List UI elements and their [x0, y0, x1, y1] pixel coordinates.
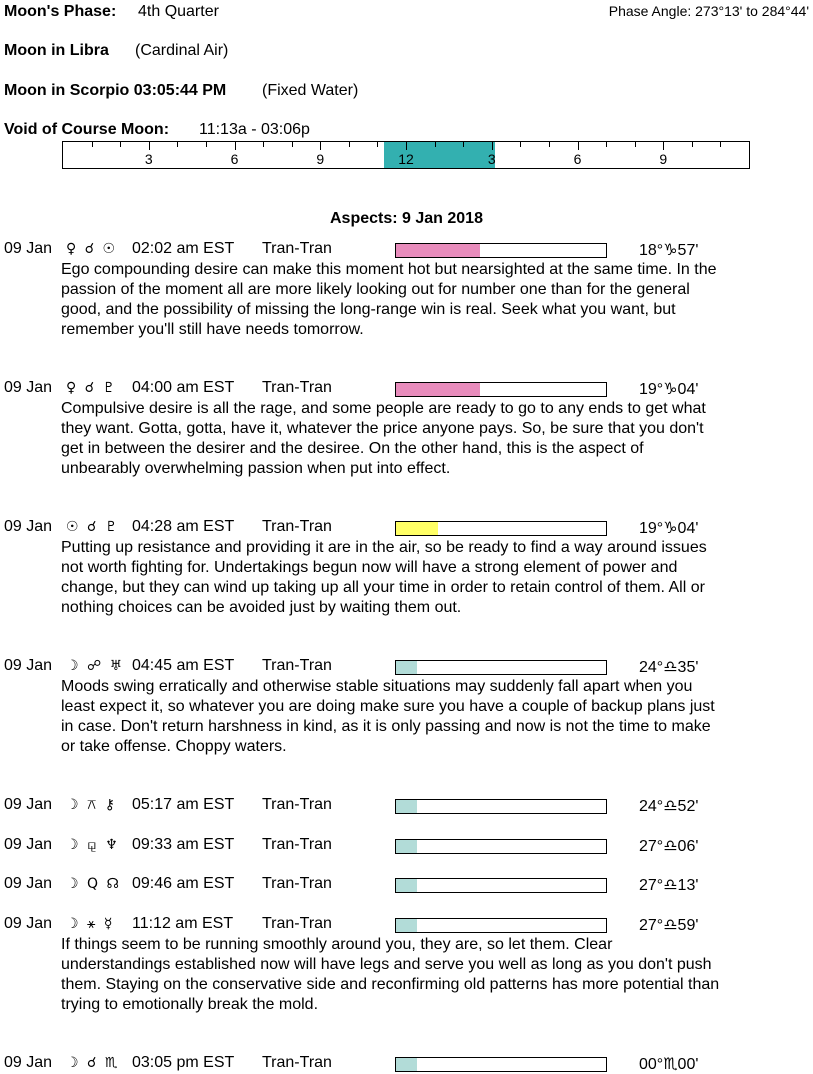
- timeline-hour-label: 9: [659, 151, 668, 167]
- moon-sign-label: Moon in Libra: [4, 42, 109, 59]
- aspect-time: 04:00 am EST: [132, 379, 235, 396]
- aspect-type: Tran-Tran: [262, 1053, 332, 1071]
- aspect-strength-bar: [395, 521, 607, 536]
- aspect-description-line: Putting up resistance and providing it are in the air, so be ready to find a way around issues: [61, 539, 707, 556]
- aspect-degree: 24°♎35': [639, 659, 699, 676]
- timeline-tick: [177, 142, 178, 147]
- aspect-type: Tran-Tran: [262, 379, 332, 396]
- aspect-description-line: Compulsive desire is all the rage, and some people are ready to go to any ends to get what: [61, 400, 706, 417]
- aspect-degree: 27°♎59': [639, 916, 699, 934]
- aspect-strength-bar: [395, 918, 607, 933]
- aspect-description-line: least expect it, so whatever you are doing make sure you have a couple of backup plans just: [61, 698, 715, 715]
- aspect-degree: 27°♎13': [639, 877, 699, 894]
- aspect-degree: 19°♑04': [639, 381, 699, 398]
- aspect-description: [61, 677, 801, 757]
- aspect-strength-bar: [395, 839, 607, 854]
- aspect-symbols-icon: ☉ ☌ ♇: [66, 519, 120, 535]
- timeline-tick: [292, 142, 293, 147]
- aspect-symbols-icon: ☽ ⚻ ⚷: [66, 797, 118, 813]
- aspect-description-line: them. Staying on the conservative side and reconfirming old patterns has more potential than: [61, 975, 720, 993]
- timeline-tick: [435, 142, 436, 147]
- aspect-strength-fill: [396, 244, 480, 257]
- timeline-tick: [549, 142, 550, 147]
- aspect-strength-bar: [395, 382, 607, 397]
- timeline-tick: [263, 142, 264, 147]
- aspect-strength-fill: [396, 522, 438, 535]
- timeline-tick: [463, 142, 464, 147]
- aspect-date: 09 Jan: [4, 875, 53, 892]
- timeline-tick: [635, 142, 636, 147]
- aspect-strength-fill: [396, 800, 417, 813]
- timeline-tick: [578, 142, 579, 150]
- aspect-strength-fill: [396, 661, 417, 674]
- aspect-strength-bar: [395, 660, 607, 675]
- aspect-description-line: remember you'll still have needs tomorrow.: [61, 321, 364, 338]
- timeline-tick: [377, 142, 378, 147]
- moon-phase-label: Moon's Phase:: [4, 3, 117, 20]
- aspect-type: Tran-Tran: [262, 914, 332, 932]
- aspect-symbols-icon: ♀ ☌ ☉: [66, 241, 118, 257]
- timeline-tick: [692, 142, 693, 147]
- timeline-tick: [349, 142, 350, 147]
- aspect-date: 09 Jan: [4, 796, 53, 813]
- timeline-tick: [720, 142, 721, 147]
- timeline-tick: [406, 142, 407, 150]
- timeline-tick: [606, 142, 607, 147]
- aspect-description: [61, 935, 801, 1015]
- aspect-symbols-icon: ☽ ⚼ ♆: [66, 836, 120, 853]
- aspect-degree: 24°♎52': [639, 798, 699, 815]
- aspect-type: Tran-Tran: [262, 835, 332, 853]
- aspect-description-line: change, but they can wind up taking up all your time in order to retain control of them. All or: [61, 579, 705, 596]
- aspect-description-line: they want. Gotta, gotta, have it, whatever the price anyone pays. So, be sure that you don't: [61, 420, 704, 437]
- aspect-description-line: get in between the desirer and the desiree. On the other hand, this is the aspect of: [61, 440, 644, 457]
- aspect-description-line: not worth fighting for. Undertakings begun now will have a strong element of power and: [61, 559, 678, 576]
- timeline-tick: [492, 142, 493, 150]
- timeline-hour-label: 9: [316, 151, 325, 167]
- aspect-type: Tran-Tran: [262, 796, 332, 813]
- aspect-description-line: unbearably overwhelming passion when put into effect.: [61, 460, 451, 477]
- moon-sign-element: (Cardinal Air): [135, 42, 229, 59]
- aspect-description: [61, 538, 801, 618]
- timeline-tick: [92, 142, 93, 147]
- aspect-description-line: trying to emotionally break the mold.: [61, 995, 319, 1013]
- aspect-strength-bar: [395, 799, 607, 814]
- aspect-type: Tran-Tran: [262, 240, 332, 257]
- aspects-title: Aspects: 9 Jan 2018: [330, 210, 483, 227]
- aspect-time: 09:46 am EST: [132, 875, 235, 892]
- aspect-degree: 18°♑57': [639, 242, 699, 259]
- timeline-tick: [149, 142, 150, 150]
- aspect-time: 04:45 am EST: [132, 657, 235, 674]
- aspect-strength-fill: [396, 383, 480, 396]
- timeline-hour-label: 3: [144, 151, 153, 167]
- timeline-hour-label: 12: [398, 151, 414, 167]
- aspect-symbols-icon: ♀ ☌ ♇: [66, 380, 118, 396]
- voc-time-range: 11:13a - 03:06p: [199, 121, 310, 138]
- aspect-date: 09 Jan: [4, 835, 53, 853]
- timeline-tick: [235, 142, 236, 150]
- timeline-tick: [206, 142, 207, 147]
- phase-angle: Phase Angle: 273°13' to 284°44': [608, 3, 809, 19]
- moon-phase-value: 4th Quarter: [138, 3, 219, 20]
- aspect-date: 09 Jan: [4, 379, 53, 396]
- aspect-date: 09 Jan: [4, 240, 53, 257]
- aspect-date: 09 Jan: [4, 914, 53, 932]
- aspect-date: 09 Jan: [4, 518, 53, 535]
- aspect-strength-fill: [396, 919, 417, 932]
- voc-timeline: [62, 141, 750, 169]
- timeline-tick: [663, 142, 664, 150]
- aspect-description-line: If things seem to be running smoothly around you, they are, so let them. Clear: [61, 935, 613, 953]
- aspect-time: 03:05 pm EST: [132, 1053, 235, 1071]
- aspect-date: 09 Jan: [4, 657, 53, 674]
- aspect-description: [61, 399, 801, 479]
- aspect-description-line: nothing choices can be avoided just by waiting them out.: [61, 599, 462, 616]
- aspect-description-line: or take offense. Choppy waters.: [61, 738, 287, 755]
- aspect-symbols-icon: ☽ ☍ ♅: [66, 658, 125, 674]
- aspect-strength-fill: [396, 1058, 417, 1071]
- aspect-time: 11:12 am EST: [132, 914, 234, 932]
- aspect-degree: 19°♑04': [639, 520, 699, 537]
- aspect-strength-bar: [395, 1057, 607, 1072]
- aspect-description-line: passion of the moment all are more likely looking out for number one than for the general: [61, 281, 690, 298]
- aspect-time: 02:02 am EST: [132, 240, 235, 257]
- timeline-tick: [320, 142, 321, 150]
- aspect-description-line: understandings established now will have legs and serve you well as long as you don't push: [61, 955, 712, 973]
- aspect-strength-fill: [396, 879, 417, 892]
- voc-label: Void of Course Moon:: [4, 121, 170, 138]
- moon-ingress-element: (Fixed Water): [262, 82, 359, 99]
- timeline-tick: [120, 142, 121, 147]
- timeline-hour-label: 6: [573, 151, 582, 167]
- aspect-strength-fill: [396, 840, 417, 853]
- aspect-degree: 00°♏00': [639, 1055, 699, 1073]
- aspect-description-line: in case. Don't return harshness in kind, as it is only passing and now is not the time to make: [61, 718, 711, 735]
- aspect-strength-bar: [395, 243, 607, 258]
- aspect-type: Tran-Tran: [262, 518, 332, 535]
- aspect-type: Tran-Tran: [262, 657, 332, 674]
- aspect-description: [61, 260, 801, 340]
- aspect-strength-bar: [395, 878, 607, 893]
- aspect-symbols-icon: ☽ ⚹ ☿: [66, 915, 115, 932]
- aspect-time: 05:17 am EST: [132, 796, 235, 813]
- aspect-symbols-icon: ☽ Q ☊: [66, 876, 121, 892]
- timeline-hour-label: 3: [487, 151, 496, 167]
- aspect-description-line: Moods swing erratically and otherwise stable situations may suddenly fall apart when you: [61, 678, 693, 695]
- timeline-tick: [520, 142, 521, 147]
- aspect-time: 09:33 am EST: [132, 835, 235, 853]
- aspect-description-line: good, and the possibility of missing the long-range win is real. Seek what you want, but: [61, 301, 676, 318]
- aspect-degree: 27°♎06': [639, 837, 699, 855]
- aspect-time: 04:28 am EST: [132, 518, 235, 535]
- aspect-description-line: Ego compounding desire can make this moment hot but nearsighted at the same time. In the: [61, 261, 717, 278]
- timeline-hour-label: 6: [230, 151, 239, 167]
- aspect-symbols-icon: ☽ ☌ ♏: [66, 1054, 120, 1071]
- aspect-date: 09 Jan: [4, 1053, 53, 1071]
- aspect-type: Tran-Tran: [262, 875, 332, 892]
- moon-ingress-label: Moon in Scorpio 03:05:44 PM: [4, 82, 227, 99]
